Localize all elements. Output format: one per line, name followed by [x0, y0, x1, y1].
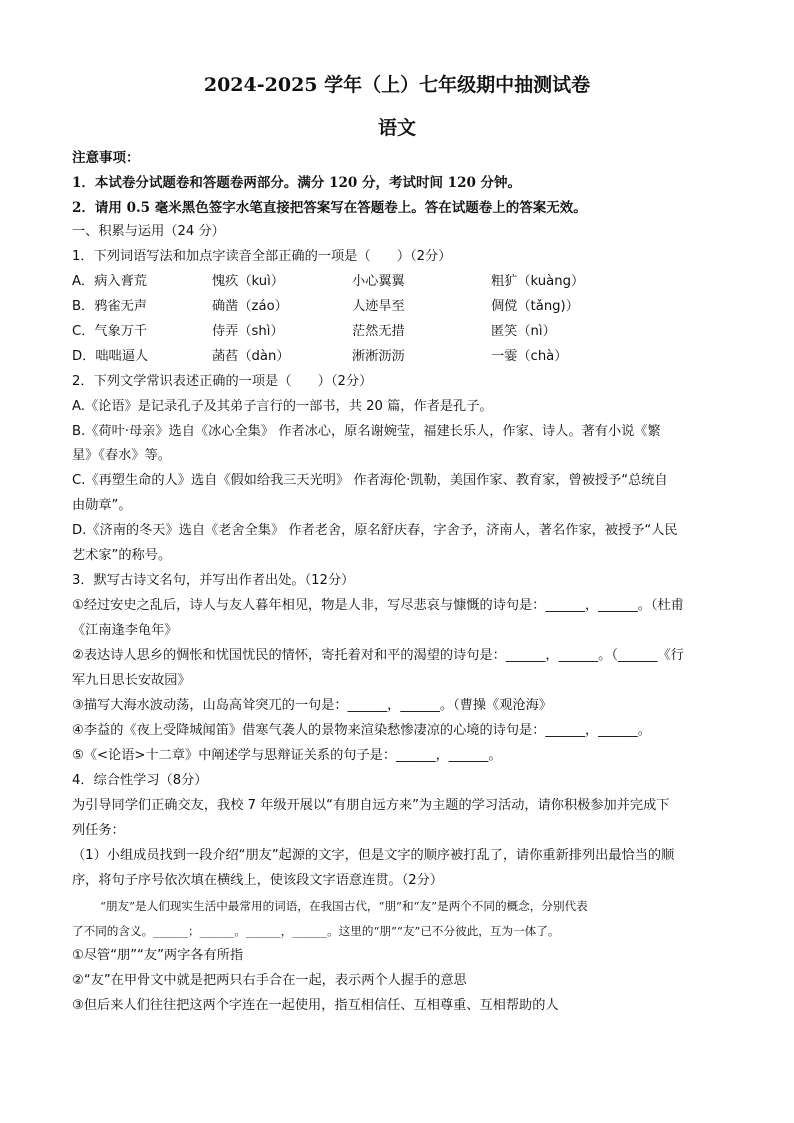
q2-stem: 2．下列文学常识表述正确的一项是（ ）（2分） [72, 374, 373, 389]
q1-option-d-word3: 淅淅沥沥 [352, 349, 405, 364]
q3-line: ③描写大海水波动荡，山岛高耸突兀的一句是：______，______。（曹操《观沧海》 [72, 698, 552, 713]
q4-stem: 4．综合性学习（8分） [72, 773, 208, 788]
q1-option-c-word1: C．气象万千 [72, 324, 148, 339]
q4-passage-line: 了不同的含义。______；______。______，______。这里的“朋”“友”已不分彼此，互为一体了。 [72, 924, 560, 938]
q4-option-2: ②“友”在甲骨文中就是把两只右手合在一起，表示两个人握手的意思 [72, 973, 467, 988]
q3-line: 军九日思长安故园》 [72, 673, 191, 688]
q1-option-a-word2: 愧疚（kuì） [212, 274, 285, 289]
q1-option-d-word1: D．咄咄逼人 [72, 349, 149, 364]
q2-line: C.《再塑生命的人》选自《假如给我三天光明》 作者海伦·凯勒，美国作家、教育家，曾被授予“总统自 [72, 473, 668, 488]
section-heading: 一、积累与运用（24 分） [72, 224, 225, 239]
q3-line: ⑤《<论语>十二章》中阐述学与思辩证关系的句子是：______，______。 [72, 748, 502, 763]
q1-option-d-word2: 菡萏（dàn） [212, 349, 290, 364]
q1-stem: 1．下列词语写法和加点字读音全部正确的一项是（ ）（2分） [72, 249, 452, 264]
exam-title: 2024-2025 学年（上）七年级期中抽测试卷 [203, 74, 591, 96]
q4-task1-line: 序，将句子序号依次填在横线上，使该段文字语意连贯。（2分） [72, 873, 444, 888]
q1-option-b-word4: 倜傥（tǎng)） [491, 299, 579, 314]
notice-item-2: 2．请用 0.5 毫米黑色签字水笔直接把答案写在答题卷上。答在试题卷上的答案无效。 [72, 200, 587, 216]
q2-line: B.《荷叶·母亲》选自《冰心全集》 作者冰心，原名谢婉莹，福建长乐人，作家、诗人。著有小说《繁 [72, 424, 661, 439]
q4-option-3: ③但后来人们往往把这两个字连在一起使用，指互相信任、互相尊重、互相帮助的人 [72, 998, 559, 1013]
q4-task1-line: （1）小组成员找到一段介绍“朋友”起源的文字，但是文字的顺序被打乱了，请你重新排列出最恰当的顺 [72, 848, 675, 863]
q1-option-c-word2: 侍弄（shì） [212, 324, 284, 339]
subject-title: 语文 [377, 117, 416, 139]
q3-line: 《江南逢李龟年》 [72, 623, 178, 638]
q1-option-a-word4: 粗犷（kuàng） [491, 274, 585, 289]
q2-line: A.《论语》是记录孔子及其弟子言行的一部书，共 20 篇，作者是孔子。 [72, 399, 493, 414]
q2-line: 由勋章”。 [72, 498, 132, 513]
q3-line: ①经过安史之乱后，诗人与友人暮年相见，物是人非，写尽悲哀与慷慨的诗句是：______，______。（杜甫 [72, 598, 684, 613]
q4-intro-line: 为引导同学们正确交友，我校 7 年级开展以“有朋自远方来”为主题的学习活动，请你积极参加并完成下 [72, 798, 670, 813]
notice-item-1: 1．本试卷分试题卷和答题卷两部分。满分 120 分，考试时间 120 分钟。 [72, 175, 522, 191]
notice-heading: 注意事项： [72, 150, 140, 166]
q2-line: 艺术家”的称号。 [72, 548, 172, 563]
q4-intro-line: 列任务： [72, 823, 125, 838]
q1-option-b-word2: 确凿（záo） [212, 299, 288, 314]
q1-option-a-word1: A．病入膏荒 [72, 274, 147, 289]
q2-line: 星》《春水》等。 [72, 448, 171, 463]
q4-option-1: ①尽管“朋”“友”两字各有所指 [72, 948, 244, 963]
q1-option-b-word3: 人迹旱至 [352, 299, 405, 314]
q4-passage-line: “朋友”是人们现实生活中最常用的词语，在我国古代，“朋”和“友”是两个不同的概念，分别代表 [100, 899, 588, 913]
q1-option-b-word1: B．鸦雀无声 [72, 299, 147, 314]
q2-line: D.《济南的冬天》选自《老舍全集》 作者老舍，原名舒庆春，字舍予，济南人，著名作家，被授予“人民 [72, 523, 678, 538]
q3-line: ②表达诗人思乡的惆怅和忧国忧民的情怀，寄托着对和平的渴望的诗句是：______，______。（______《行 [72, 648, 684, 663]
q3-stem: 3．默写古诗文名句，并写出作者出处。（12分） [72, 573, 355, 588]
q1-option-a-word3: 小心翼翼 [352, 274, 405, 289]
q3-line: ④李益的《夜上受降城闻笛》借寒气袭人的景物来渲染愁惨凄凉的心境的诗句是：______，______。 [72, 723, 651, 738]
q1-option-d-word4: 一霎（chà） [491, 349, 568, 364]
q1-option-c-word3: 茫然无措 [352, 324, 405, 339]
q1-option-c-word4: 匿笑（nì） [491, 324, 556, 339]
